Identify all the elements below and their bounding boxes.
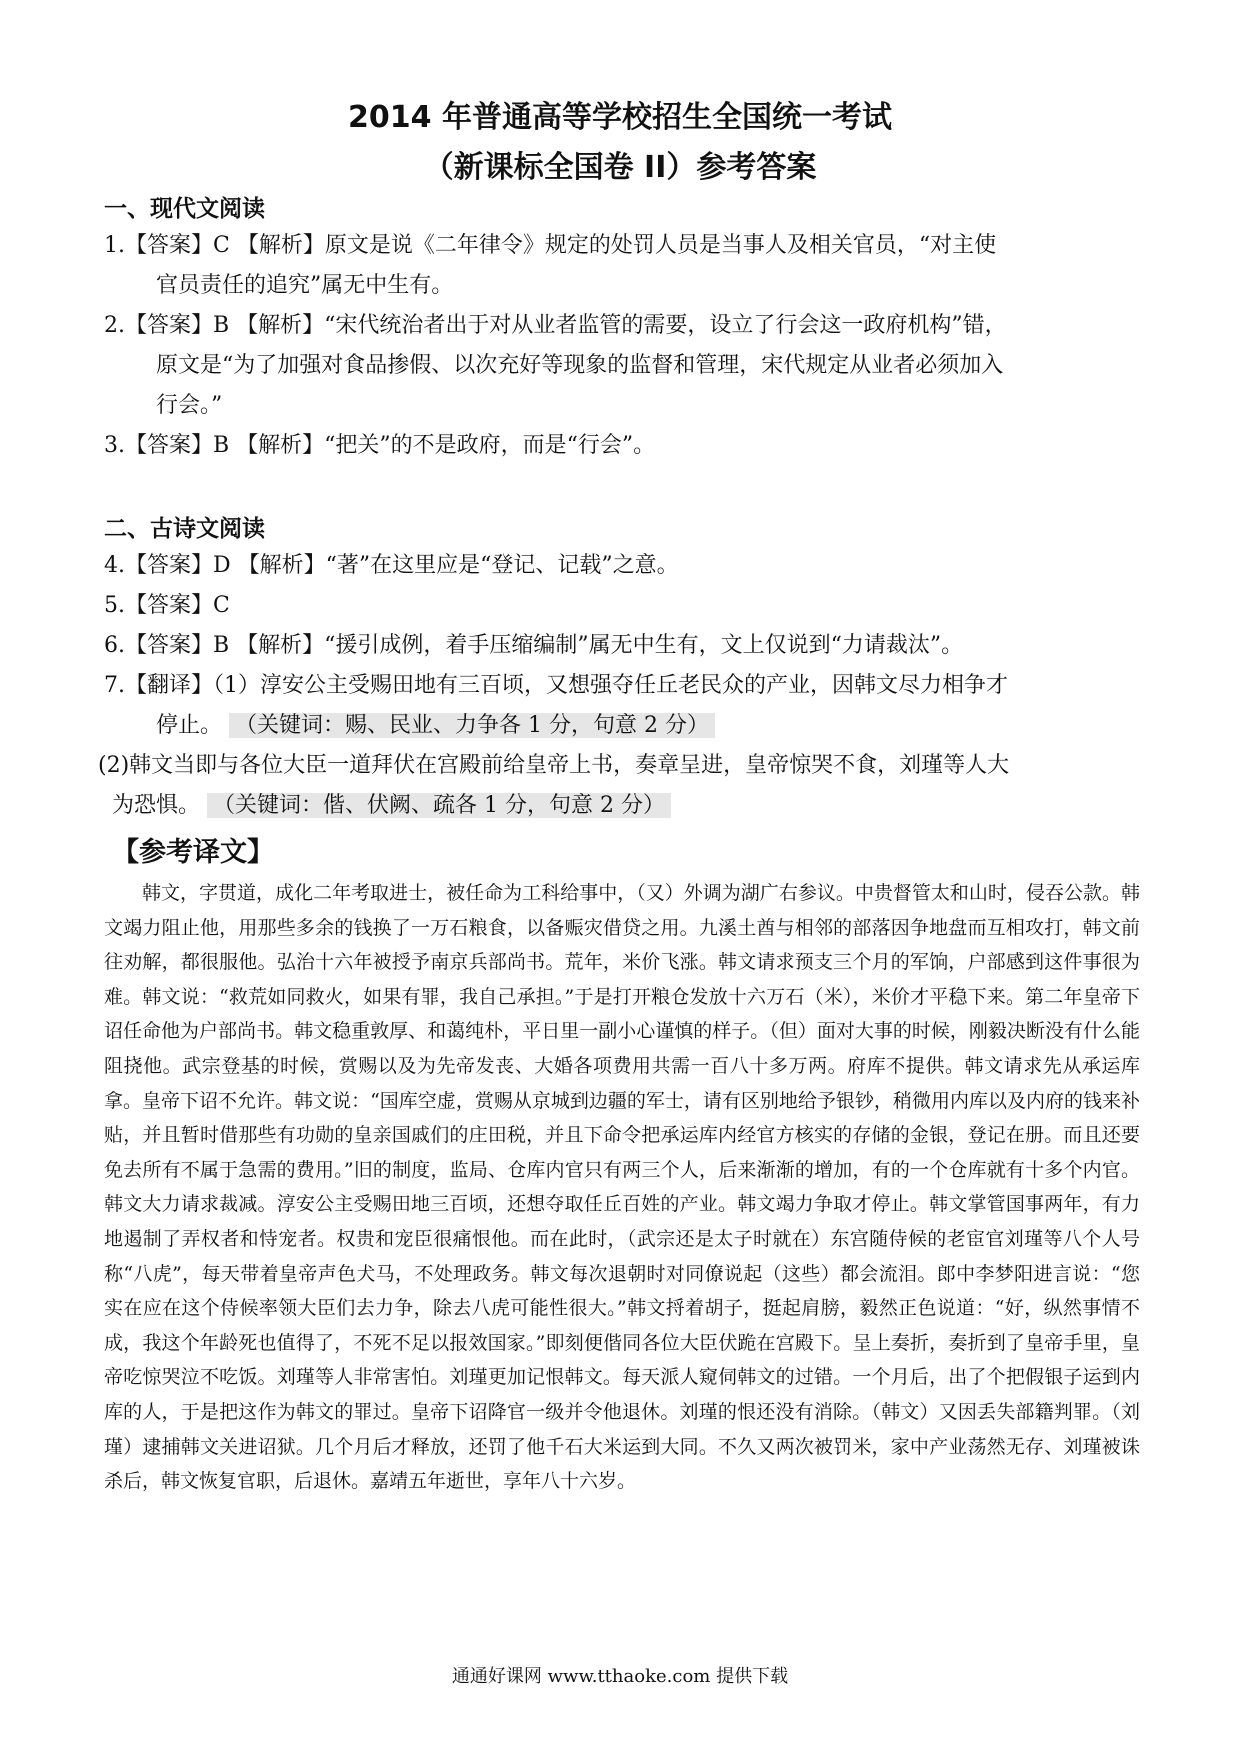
page-subtitle: （新课标全国卷 II）参考答案 [423,150,817,185]
answer-2-line-2: 原文是“为了加强对食品掺假、以次充好等现象的监督和管理，宋代规定从业者必须加入 [156,353,1004,378]
answer-7-line-4 [98,786,1148,826]
scoring-note-1: （关键词：赐、民业、力争各 1 分，句意 2 分） [229,713,715,738]
section-heading-modern-reading: 一、现代文阅读 [104,196,265,222]
reference-translation-text: 韩文，字贯道，成化二年考取进士，被任命为工科给事中，（又）外调为湖广右参议。中贵督管太和山时，侵吞公款。韩文竭力阻止他，用那些多余的钱换了一万石粮食，以备赈灾借贷之用。九溪土酋与相邻的部落因争地盘而互相攻打，韩文前往劝解，都很服他。弘治十六年被授予南京兵部尚书。荒年，米价飞涨。韩文请求预支三个月的军饷，户部感到这件事很为难。韩文说：“救荒如同救火，如果有罪，我自己承担。”于是打开粮仓发放十六万石（米），米价才平稳下来。第二年皇帝下诏任命他为户部尚书。韩文稳重敦厚、和蔼纯朴，平日里一副小心谨慎的样子。（但）面对大事的时候，刚毅决断没有什么能阻挠他。武宗登基的时候，赏赐以及为先帝发丧、大婚各项费用共需一百八十多万两。府库不提供。韩文请求先从承运库拿。皇帝下诏不允许。韩文说：“国库空虚，赏赐从京城到边疆的军士，请有区别地给予银钞，稍微用内库以及内府的钱来补贴，并且暂时借那些有功勋的皇亲国戚们的庄田税，并且下命令把承运库内经官方核实的存储的金银，登记在册。而且还要免去所有不属于急需的费用。”旧的制度，监局、仓库内官只有两三个人，后来渐渐的增加，有的一个仓库就有十多个内官。韩文大力请求裁减。淳安公主受赐田地三百顷，还想夺取任丘百姓的产业。韩文竭力争取才停止。韩文掌管国事两年，有力地遏制了弄权者和恃宠者。权贵和宠臣很痛恨他。而在此时，（武宗还是太子时就在）东宫随侍候的老宦官刘瑾等八个人号称“八虎”，每天带着皇帝声色犬马，不处理政务。韩文每次退朝时对同僚说起（这些）都会流泪。郎中李梦阳进言说：“您实在应在这个侍候率领大臣们去力争，除去八虎可能性很大。”韩文捋着胡子，挺起肩膀，毅然正色说道：“好，纵然事情不成，我这个年龄死也值得了，不死不足以报效国家。”即刻便偕同各位大臣伏跪在宫殿下。呈上奏折，奏折到了皇帝手里，皇帝吃惊哭泣不吃饭。刘瑾等人非常害怕。刘瑾更加记恨韩文。每天派人窥伺韩文的过错。一个月后，出了个把假银子运到内库的人，于是把这作为韩文的罪过。皇帝下诏降官一级并令他退休。刘瑾的恨还没有消除。（韩文）又因丢失部籍判罪。（刘瑾）逮捕韩文关进诏狱。几个月后才释放，还罚了他千石大米运到大同。不久又两次被罚米，家中产业荡然无存、刘瑾被诛杀后，韩文恢复官职，后退休。嘉靖五年逝世，享年八十六岁。 [104,882,1140,1493]
answer-7-part-2 [98,746,1148,826]
answer-2-line-1: 2.【答案】B 【解析】“宋代统治者出于对从业者监管的需要，设立了行会这一政府机构”错， [104,313,1007,338]
scoring-note-2: （关键词：偕、伏阙、疏各 1 分，句意 2 分） [207,793,671,818]
answer-7-line-2-text: 停止。 [156,713,223,738]
answer-7-line-3: (2)韩文当即与各位大臣一道拜伏在宫殿前给皇帝上书，奏章呈进，皇帝惊哭不食，刘瑾等人大 [98,753,1010,778]
footer-credit: 通通好课网 www.tthaoke.com 提供下载 [451,1666,789,1687]
reference-translation-heading: 【参考译文】 [112,837,274,868]
answer-1-line-1: 1.【答案】C 【解析】原文是说《二年律令》规定的处罚人员是当事人及相关官员，“对主使 [104,233,997,258]
answer-7-line-4-text: 为恐惧。 [112,793,201,818]
page-title: 2014 年普通高等学校招生全国统一考试 [348,100,892,135]
answer-2 [104,306,1144,426]
section-heading-classical-reading: 二、古诗文阅读 [104,516,265,542]
answers-4-7 [104,546,1144,746]
answer-4: 4.【答案】D 【解析】“著”在这里应是“登记、记载”之意。 [104,553,679,578]
answer-7-line-2 [104,706,1144,746]
answer-5: 5.【答案】C [104,593,230,618]
answer-2-line-3: 行会。” [156,393,223,418]
answer-3-line-1: 3.【答案】B 【解析】“把关”的不是政府，而是“行会”。 [104,433,656,458]
answer-1 [104,226,1144,306]
answer-6: 6.【答案】B 【解析】“援引成例，着手压缩编制”属无中生有，文上仅说到“力请裁汰”。 [104,633,964,658]
answer-3 [104,426,1144,466]
answer-1-line-2: 官员责任的追究”属无中生有。 [156,273,454,298]
answer-7-line-1: 7.【翻译】（1）淳安公主受赐田地有三百顷，又想强夺任丘老民众的产业，因韩文尽力相争才 [104,673,1008,698]
